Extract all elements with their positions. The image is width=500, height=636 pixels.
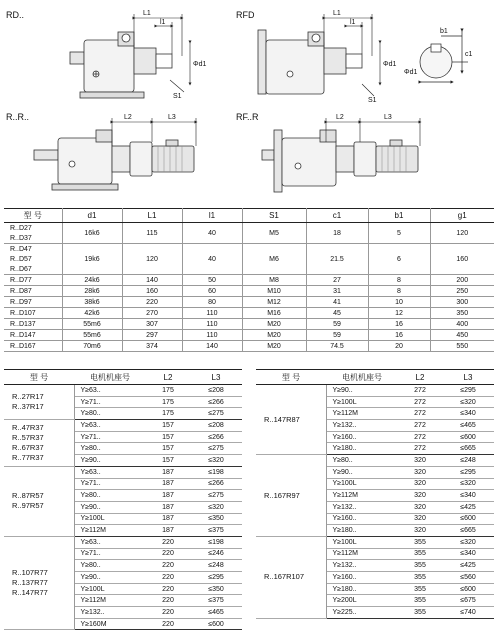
value-c1: 21.5 <box>306 244 368 275</box>
l3-cell: ≤248 <box>442 455 494 467</box>
l2-cell: 320 <box>398 513 442 525</box>
table-row <box>256 385 494 397</box>
model-name: R..57R37 <box>12 432 44 442</box>
motor-frame-cell: Y≥80.. <box>74 560 146 572</box>
rfr-dim-l2: L2 <box>336 114 344 121</box>
drawings-area <box>0 0 500 205</box>
motor-table-left-header <box>4 370 242 385</box>
model-group-cell <box>4 466 74 536</box>
header-model: 型 号 <box>4 209 62 223</box>
rr-reducer-drawing <box>34 130 194 190</box>
l3-cell: ≤266 <box>190 396 242 408</box>
model-cell: R..D137 <box>4 319 62 330</box>
l3-cell: ≤350 <box>190 513 242 525</box>
header-g1: g1 <box>430 209 494 223</box>
value-d1: 24k6 <box>62 275 122 286</box>
value-s1: M12 <box>242 297 306 308</box>
value-d1: 70m6 <box>62 341 122 352</box>
l3-cell: ≤675 <box>442 595 494 607</box>
value-c1: 59 <box>306 330 368 341</box>
motor-frame-cell: Y≥160.. <box>326 513 398 525</box>
rfd-reducer-drawing <box>258 30 362 94</box>
motor-frame-cell: Y≥90.. <box>74 455 146 467</box>
header-l3: L3 <box>442 370 494 385</box>
l2-cell: 355 <box>398 595 442 607</box>
model-name: R..77R37 <box>12 452 44 462</box>
motor-frame-cell: Y≥132.. <box>326 560 398 572</box>
header-motor-frame: 电机机座号 <box>326 370 398 385</box>
motor-frame-cell: Y≥80.. <box>326 455 398 467</box>
value-s1: M8 <box>242 275 306 286</box>
value-g1: 550 <box>430 341 494 352</box>
label-rfd: RFD <box>236 10 255 20</box>
value-l1: 374 <box>122 341 182 352</box>
l3-cell: ≤600 <box>442 431 494 443</box>
table-row <box>4 341 494 352</box>
value-l1: 110 <box>182 308 242 319</box>
motor-frame-cell: Y≥100L <box>326 396 398 408</box>
l3-cell: ≤665 <box>442 525 494 537</box>
rr-dim-l3: L3 <box>168 114 176 121</box>
l3-cell: ≤600 <box>442 583 494 595</box>
header-l2: L2 <box>146 370 190 385</box>
model-name: R..107R77 <box>12 568 48 578</box>
model-name: R..27R17 <box>12 392 44 402</box>
table-row <box>4 420 242 432</box>
key-dim-c1: c1 <box>465 51 473 58</box>
model-group-cell <box>4 385 74 420</box>
value-l1: 160 <box>122 286 182 297</box>
motor-frame-cell: Y≥100L <box>326 478 398 490</box>
label-rd: RD.. <box>6 10 24 20</box>
label-rfr: RF..R <box>236 112 259 122</box>
value-b1: 6 <box>368 244 430 275</box>
value-s1: M20 <box>242 341 306 352</box>
value-g1: 400 <box>430 319 494 330</box>
l2-cell: 220 <box>146 595 190 607</box>
l2-cell: 187 <box>146 525 190 537</box>
value-b1: 8 <box>368 286 430 297</box>
l3-cell: ≤208 <box>190 385 242 397</box>
l3-cell: ≤295 <box>190 572 242 584</box>
l2-cell: 355 <box>398 572 442 584</box>
motor-table-right-header <box>256 370 494 385</box>
key-dim-b1: b1 <box>440 28 448 35</box>
l2-cell: 272 <box>398 408 442 420</box>
l3-cell: ≤275 <box>190 490 242 502</box>
motor-table-left <box>4 369 242 630</box>
table-row <box>4 385 242 397</box>
value-l1: 115 <box>122 223 182 244</box>
l3-cell: ≤320 <box>442 478 494 490</box>
l2-cell: 175 <box>146 396 190 408</box>
rd-dim-l1: L1 <box>143 10 151 17</box>
rfd-dim-ll1: l1 <box>350 19 356 26</box>
dimension-table-body <box>4 223 494 352</box>
value-s1: M5 <box>242 223 306 244</box>
l3-cell: ≤740 <box>442 607 494 619</box>
l2-cell: 220 <box>146 583 190 595</box>
l3-cell: ≤600 <box>442 513 494 525</box>
motor-frame-cell: Y≥132.. <box>74 607 146 619</box>
l3-cell: ≤465 <box>190 607 242 619</box>
motor-frame-cell: Y≥112M <box>74 595 146 607</box>
value-s1: M20 <box>242 319 306 330</box>
header-motor-frame: 电机机座号 <box>74 370 146 385</box>
value-c1: 31 <box>306 286 368 297</box>
l2-cell: 320 <box>398 490 442 502</box>
motor-frame-cell: Y≥100L <box>74 583 146 595</box>
dimension-table <box>4 208 494 352</box>
l2-cell: 355 <box>398 607 442 619</box>
l2-cell: 220 <box>146 548 190 560</box>
l2-cell: 355 <box>398 536 442 548</box>
rd-reducer-drawing <box>70 32 172 98</box>
value-g1: 160 <box>430 244 494 275</box>
l2-cell: 220 <box>146 560 190 572</box>
l2-cell: 187 <box>146 513 190 525</box>
motor-frame-cell: Y≥71.. <box>74 396 146 408</box>
l2-cell: 272 <box>398 443 442 455</box>
rfr-dim-l3: L3 <box>384 114 392 121</box>
table-row <box>4 330 494 341</box>
key-dim-d1: Φd1 <box>404 69 418 76</box>
motor-frame-cell: Y≥71.. <box>74 478 146 490</box>
l2-cell: 355 <box>398 583 442 595</box>
table-row <box>4 223 494 234</box>
model-group-cell <box>4 536 74 630</box>
value-d1: 28k6 <box>62 286 122 297</box>
l3-cell: ≤320 <box>442 536 494 548</box>
l3-cell: ≤665 <box>442 443 494 455</box>
table-row <box>4 308 494 319</box>
l3-cell: ≤198 <box>190 536 242 548</box>
rfd-dim-d1: Φd1 <box>383 61 397 68</box>
header-d1: d1 <box>62 209 122 223</box>
l2-cell: 320 <box>398 466 442 478</box>
rd-dim-ll1: l1 <box>160 19 166 26</box>
l3-cell: ≤340 <box>442 490 494 502</box>
model-name: R..87R57 <box>12 491 44 501</box>
rr-dim-l2: L2 <box>124 114 132 121</box>
l2-cell: 175 <box>146 408 190 420</box>
motor-frame-cell: Y≥71.. <box>74 548 146 560</box>
motor-frame-cell: Y≥200L <box>326 595 398 607</box>
l2-cell: 187 <box>146 501 190 513</box>
value-l1: 110 <box>182 319 242 330</box>
value-l1: 50 <box>182 275 242 286</box>
motor-frame-cell: Y≥63.. <box>74 466 146 478</box>
l3-cell: ≤208 <box>190 420 242 432</box>
value-l1: 140 <box>182 341 242 352</box>
table-row <box>4 466 242 478</box>
table-row <box>4 286 494 297</box>
value-d1: 19k6 <box>62 244 122 275</box>
l3-cell: ≤248 <box>190 560 242 572</box>
motor-frame-cell: Y≥180.. <box>326 583 398 595</box>
table-row <box>4 319 494 330</box>
value-c1: 45 <box>306 308 368 319</box>
motor-frame-cell: Y≥80.. <box>74 443 146 455</box>
value-d1: 55m6 <box>62 330 122 341</box>
l3-cell: ≤350 <box>190 583 242 595</box>
model-group-cell <box>256 536 326 618</box>
model-group-cell <box>256 455 326 537</box>
model-cell: R..D97 <box>4 297 62 308</box>
motor-table-right <box>256 369 494 619</box>
value-l1: 297 <box>122 330 182 341</box>
l3-cell: ≤295 <box>442 466 494 478</box>
value-c1: 59 <box>306 319 368 330</box>
l2-cell: 220 <box>146 618 190 630</box>
value-g1: 120 <box>430 223 494 244</box>
header-s1: S1 <box>242 209 306 223</box>
l2-cell: 320 <box>398 525 442 537</box>
value-c1: 41 <box>306 297 368 308</box>
model-cell: R..D147 <box>4 330 62 341</box>
value-g1: 250 <box>430 286 494 297</box>
l2-cell: 187 <box>146 478 190 490</box>
model-name: R..137R77 <box>12 578 48 588</box>
motor-frame-cell: Y≥112M <box>326 490 398 502</box>
value-g1: 350 <box>430 308 494 319</box>
value-s1: M16 <box>242 308 306 319</box>
motor-frame-cell: Y≥80.. <box>74 490 146 502</box>
model-name: R..67R37 <box>12 442 44 452</box>
rfd-dim-s1: S1 <box>368 97 377 104</box>
motor-frame-cell: Y≥63.. <box>74 385 146 397</box>
motor-frame-cell: Y≥132.. <box>326 501 398 513</box>
model-name: R..47R37 <box>12 422 44 432</box>
model-name: R..167R97 <box>264 490 300 500</box>
l2-cell: 220 <box>146 536 190 548</box>
value-l1: 140 <box>122 275 182 286</box>
motor-frame-cell: Y≥63.. <box>74 536 146 548</box>
l2-cell: 220 <box>146 607 190 619</box>
value-d1: 38k6 <box>62 297 122 308</box>
l3-cell: ≤266 <box>190 478 242 490</box>
model-cell: R..D107 <box>4 308 62 319</box>
l3-cell: ≤198 <box>190 466 242 478</box>
value-b1: 16 <box>368 330 430 341</box>
header-l2: L2 <box>398 370 442 385</box>
model-group-cell <box>4 420 74 467</box>
model-cell: R..D27 <box>10 224 32 232</box>
shaft-key-detail <box>420 30 468 82</box>
model-cell: R..D57 <box>10 255 32 263</box>
header-l1-lower: l1 <box>182 209 242 223</box>
model-cell: R..D167 <box>4 341 62 352</box>
motor-frame-cell: Y≥90.. <box>74 572 146 584</box>
value-g1: 200 <box>430 275 494 286</box>
l3-cell: ≤600 <box>190 618 242 630</box>
model-cell: R..D77 <box>4 275 62 286</box>
l2-cell: 355 <box>398 548 442 560</box>
l2-cell: 272 <box>398 420 442 432</box>
l2-cell: 157 <box>146 443 190 455</box>
header-l1-upper: L1 <box>122 209 182 223</box>
motor-frame-cell: Y≥90.. <box>326 385 398 397</box>
value-d1: 42k6 <box>62 308 122 319</box>
l2-cell: 187 <box>146 466 190 478</box>
rd-dim-s1: S1 <box>173 93 182 100</box>
l3-cell: ≤340 <box>442 408 494 420</box>
value-b1: 5 <box>368 223 430 244</box>
model-cell: R..D67 <box>4 264 62 275</box>
l2-cell: 272 <box>398 431 442 443</box>
motor-frame-cell: Y≥180.. <box>326 443 398 455</box>
value-c1: 27 <box>306 275 368 286</box>
value-l1: 307 <box>122 319 182 330</box>
table-row <box>256 455 494 467</box>
header-model: 型 号 <box>4 370 74 385</box>
value-b1: 8 <box>368 275 430 286</box>
motor-frame-cell: Y≥160.. <box>326 572 398 584</box>
l3-cell: ≤320 <box>190 455 242 467</box>
l3-cell: ≤340 <box>442 548 494 560</box>
value-l1: 40 <box>182 244 242 275</box>
table-row <box>4 244 494 255</box>
l2-cell: 320 <box>398 478 442 490</box>
header-l3: L3 <box>190 370 242 385</box>
table-row <box>4 297 494 308</box>
l2-cell: 272 <box>398 396 442 408</box>
l3-cell: ≤465 <box>442 420 494 432</box>
model-name: R..147R77 <box>12 588 48 598</box>
motor-frame-cell: Y≥112M <box>74 525 146 537</box>
model-name: R..147R87 <box>264 414 300 424</box>
value-l1: 110 <box>182 330 242 341</box>
l2-cell: 272 <box>398 385 442 397</box>
l2-cell: 187 <box>146 490 190 502</box>
motor-frame-cell: Y≥132.. <box>326 420 398 432</box>
value-b1: 20 <box>368 341 430 352</box>
model-name: R..37R17 <box>12 402 44 412</box>
value-l1: 220 <box>122 297 182 308</box>
l3-cell: ≤375 <box>190 595 242 607</box>
value-c1: 18 <box>306 223 368 244</box>
l2-cell: 157 <box>146 431 190 443</box>
model-name: R..167R107 <box>264 572 305 582</box>
model-name: R..97R57 <box>12 501 44 511</box>
rd-dim-d1: Φd1 <box>193 61 207 68</box>
motor-frame-cell: Y≥112M <box>326 408 398 420</box>
l3-cell: ≤295 <box>442 385 494 397</box>
l3-cell: ≤275 <box>190 443 242 455</box>
value-g1: 300 <box>430 297 494 308</box>
l2-cell: 355 <box>398 560 442 572</box>
l3-cell: ≤425 <box>442 501 494 513</box>
motor-frame-cell: Y≥225.. <box>326 607 398 619</box>
value-l1: 120 <box>122 244 182 275</box>
value-d1: 55m6 <box>62 319 122 330</box>
l2-cell: 175 <box>146 385 190 397</box>
motor-frame-cell: Y≥80.. <box>74 408 146 420</box>
value-l1: 40 <box>182 223 242 244</box>
motor-table-right-body <box>256 385 494 619</box>
motor-frame-cell: Y≥160.. <box>326 431 398 443</box>
l2-cell: 157 <box>146 455 190 467</box>
gear-reducer-drawings <box>0 0 500 205</box>
dimension-table-header <box>4 209 494 223</box>
l3-cell: ≤425 <box>442 560 494 572</box>
value-l1: 80 <box>182 297 242 308</box>
l3-cell: ≤560 <box>442 572 494 584</box>
value-l1: 270 <box>122 308 182 319</box>
model-cell: R..D47 <box>10 245 32 253</box>
motor-frame-cell: Y≥112M <box>326 548 398 560</box>
l3-cell: ≤275 <box>190 408 242 420</box>
rfd-dim-l1: L1 <box>333 10 341 17</box>
value-s1: M10 <box>242 286 306 297</box>
l3-cell: ≤320 <box>442 396 494 408</box>
motor-table-left-body <box>4 385 242 630</box>
motor-frame-cell: Y≥160M <box>74 618 146 630</box>
model-cell: R..D37 <box>4 233 62 244</box>
header-model: 型 号 <box>256 370 326 385</box>
motor-frame-cell: Y≥90.. <box>326 466 398 478</box>
table-row <box>4 275 494 286</box>
model-cell: R..D87 <box>4 286 62 297</box>
motor-frame-cell: Y≥180.. <box>326 525 398 537</box>
value-b1: 10 <box>368 297 430 308</box>
table-row <box>4 536 242 548</box>
value-d1: 16k6 <box>62 223 122 244</box>
l2-cell: 320 <box>398 501 442 513</box>
value-b1: 16 <box>368 319 430 330</box>
l2-cell: 220 <box>146 572 190 584</box>
value-s1: M20 <box>242 330 306 341</box>
l3-cell: ≤320 <box>190 501 242 513</box>
l3-cell: ≤266 <box>190 431 242 443</box>
motor-frame-cell: Y≥90.. <box>74 501 146 513</box>
rfr-reducer-drawing <box>262 130 418 192</box>
label-rr: R..R.. <box>6 112 30 122</box>
value-c1: 74.5 <box>306 341 368 352</box>
motor-frame-cell: Y≥100L <box>74 513 146 525</box>
table-row <box>256 536 494 548</box>
l3-cell: ≤375 <box>190 525 242 537</box>
header-b1: b1 <box>368 209 430 223</box>
value-g1: 450 <box>430 330 494 341</box>
model-group-cell <box>256 385 326 455</box>
value-s1: M6 <box>242 244 306 275</box>
l2-cell: 320 <box>398 455 442 467</box>
value-l1: 60 <box>182 286 242 297</box>
motor-frame-cell: Y≥71.. <box>74 431 146 443</box>
l3-cell: ≤246 <box>190 548 242 560</box>
l2-cell: 157 <box>146 420 190 432</box>
motor-frame-cell: Y≥63.. <box>74 420 146 432</box>
motor-frame-cell: Y≥100L <box>326 536 398 548</box>
header-c1: c1 <box>306 209 368 223</box>
value-b1: 12 <box>368 308 430 319</box>
